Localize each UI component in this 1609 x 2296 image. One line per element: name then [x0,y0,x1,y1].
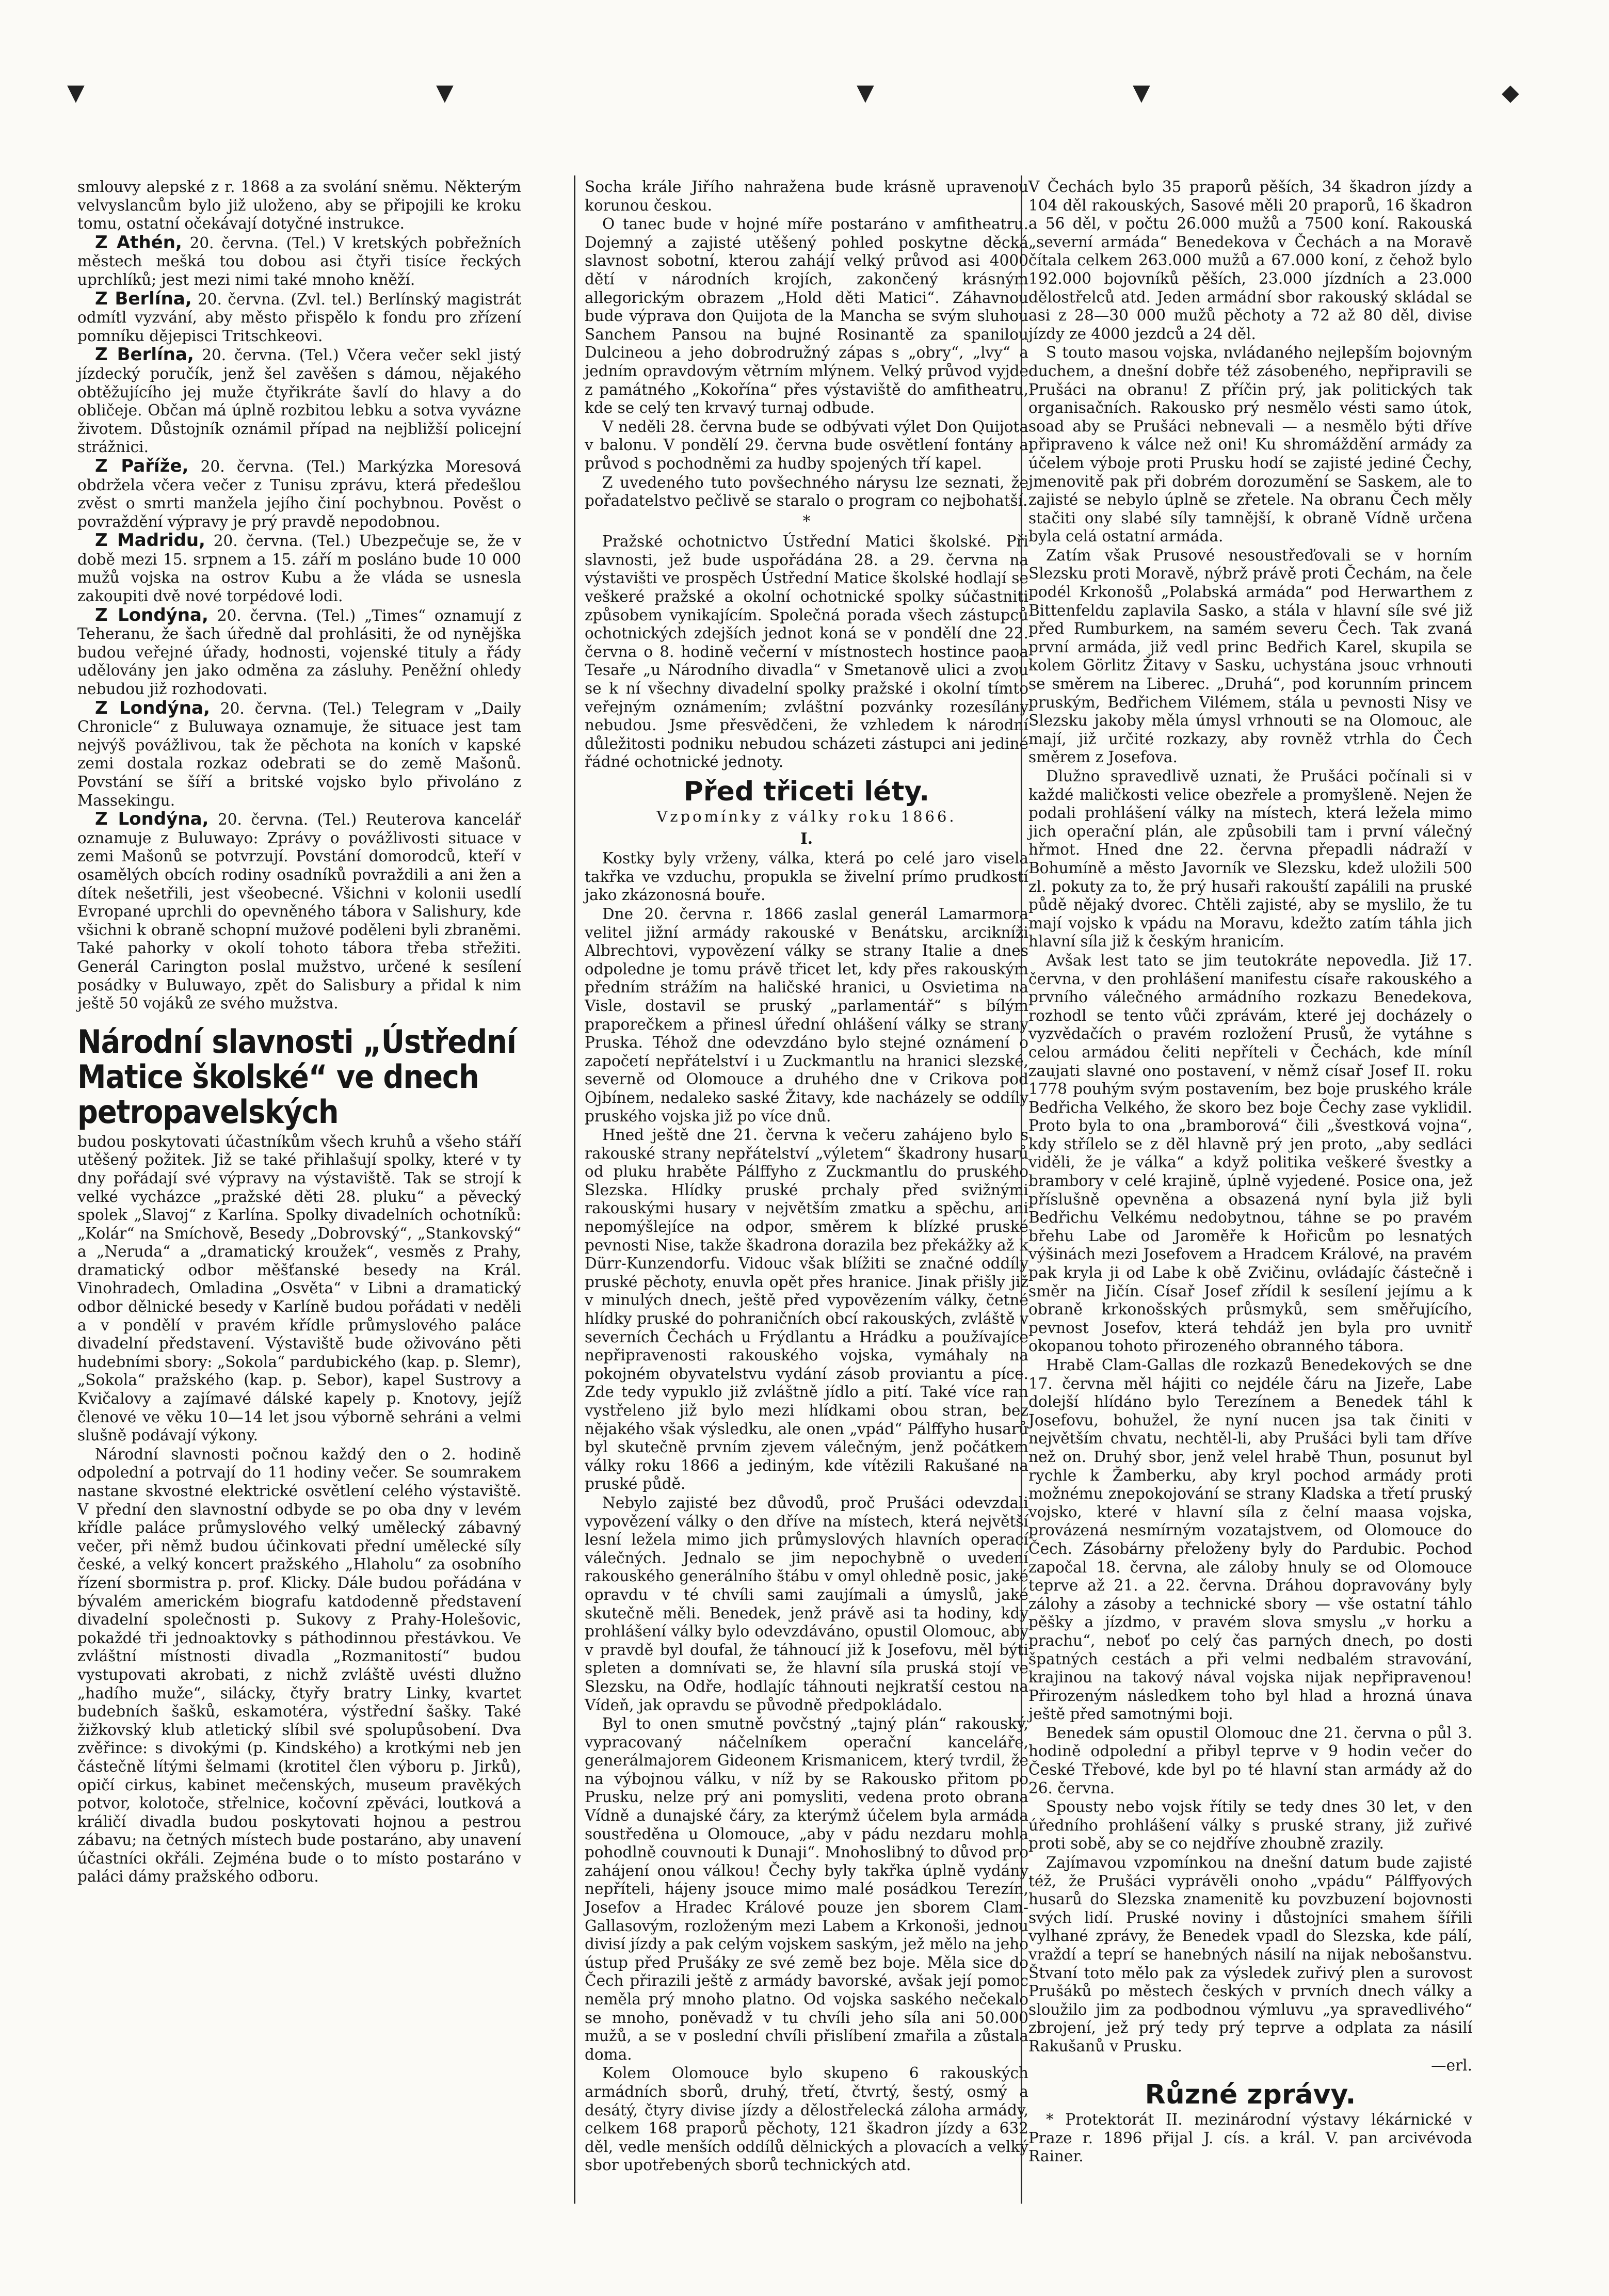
printer-mark-5: ◆ [1502,79,1519,106]
news-item [77,457,521,531]
news-item [77,234,521,290]
article-paragraph: Dlužno spravedlivě uznati, že Prušáci počínali si v každé maličkosti velice obezřele a promyšleně. Nejen že podali prohlášení války na místech, která ležela mimo jich operační plán, ale způsobili tam i první válečný hřmot. Hned dne 22. června přepadli nádraží v Bohumíně a město Javorník ve Slezsku, kdež uložili 500 zl. pokuty za to, že prý husaři rakouští zapálili na pruské půdě nějaký dvorec. Chtěli zajisté, aby se myslilo, že tu mají vojsko k vpádu na Moravu, kdežto zatím táhla jich hlavní síla již k českým hranicím. [1028,767,1472,951]
news-item [77,606,521,699]
article-paragraph: Kolem Olomouce bylo skupeno 6 rakouských armádních sborů, druhý, třetí, čtvrtý, šestý, osmý a desátý, čtyry divise jízdy a dělostřelecká záloha armády, celkem 168 praporů pěchoty, 121 škadron jízdy a 632 děl, vedle menších oddílů dělnických a plovacích a velký sbor upotřebených sborů technických atd. [585,2064,1028,2174]
printer-mark-1: ▼ [67,79,85,106]
news-text: 20. června. (Tel.) Telegram v „Daily Chronicle“ z Buluwaya oznamuje, že situace jest tam nejvýš povážlivou, tak že pěchota na koních v kapské zemi dostala rozkaz odebrati se do země Mašonů. Povstání se šíří a britské vojsko bylo přivoláno z Massekingu. [77,699,521,809]
article-subtitle: Vzpomínky z války roku 1866. [656,808,957,825]
column-1 [77,178,521,1887]
article-paragraph: Hned ještě dne 21. června k večeru zahájeno bylo s rakouské strany nepřátelství „výletem“ škadrony husarů od pluku hraběte Pálffyho z Zuckmantlu do pruského Slezska. Hlídky pruské prchaly před svižnými rakouskými husary v největším zmatku a spěchu, ani nepomýšlejíce na odpor, směrem k blízké pruské pevnosti Nise, takže škadrona dorazila bez překážky až k Dürr-Kunzendorfu. Vidouc však blížiti se značné oddíly pruské pěchoty, enuvla opět přes hranice. Jinak přišly již v minulých dnech, ještě před vypovězením války, četné hlídky pruské do pohraničních obcí rakouských, zvláště v severních Čechách u Frýdlantu a Hrádku a používajíce nepřipravenosti rakouského vojska, vymáhaly na pokojném obyvatelstvu vydání zásob proviantu a píce. Zde tedy vypuklo již zvláštně jídlo a pití. Také více ran vystřeleno již bylo mezi hlídkami obou stran, bez nějakého však výsledku, ale onen „vpád“ Pálffyho husarů byl skutečně prvním zjevem válečným, jenž počátkem války roku 1866 a jediným, kde vítězili Rakušané na pruské půdě. [585,1126,1028,1493]
dateline: Z Londýna, [95,697,210,718]
article-paragraph: Národní slavnosti počnou každý den o 2. hodině odpolední a potrvají do 11 hodiny večer. Se soumrakem nastane skvostné elektrické osvětlení celého výstaviště. V přední den slavnostní odbyde se po oba dny v levém křídle paláce průmyslového velký umělecký zábavný večer, při němž budou účinkovati přední umělecké síly české, a velký koncert pražského „Hlaholu“ za osobního řízení sbormistra p. prof. Klicky. Dále budou pořádána v bývalém americkém biografu katdodenně představení divadelní společnosti p. Sukovy z Prahy-Holešovic, pokaždé tři jednoaktovky s páthodinnou přestávkou. Ve zvláštní místnosti divadla „Rozmanitostí“ budou vystupovati akrobati, z nichž zvláště uvésti dlužno „hadího muže“, silácky, čtyřy bratry Linky, kvartet budebních šašků, eskamotéra, výstřední šašky. Také žižkovský klub atletický slíbil své spolupůsobení. Dva zvěřince: s divokými (p. Kindského) a krotkými neb jen částečně lítými šelmami (krotitel člen výboru p. Jirků), opičí cirkus, kabinet mečenských, museum pravěkých potvor, kolotoče, střelnice, kočovní zpěváci, loutková a králičí divadla budou poskytovati hojnou a pestrou zábavu; na četných místech bude postaráno, aby unavení účastníci okřáli. Zejména bude o to místo postaráno v paláci dámy pražského odboru. [77,1445,521,1886]
dateline: Z Berlína, [95,288,192,309]
dateline: Z Madridu, [95,530,205,551]
article-paragraph: Pražské ochotnictvo Ústřední Matici školské. Při slavnosti, jež bude uspořádána 28. a 29. června na výstavišti ve prospěch Ústřední Matice školské hodlají se veškeré pražské a okolní ochotnické spolky súčastniti způsobem vynikajícím. Společná porada všech zástupců ochotnických zdejších jednot koná se v pondělí dne 22. června o 8. hodině večerní v místnostech hostince paoa Tesaře „u Národního divadla“ v Smetanově ulici a zvou se k ní všechny divadelní spolky pražské i okolní tímto veřejným oznámením; zvláštní pozvánky rozesílány nebudou. Jsme přesvědčeni, že vzhledem k národní důležitosti podniku nebudou scházeti zástupci ani jediné řádné ochotnické jednoty. [585,533,1028,771]
article-paragraph: Benedek sám opustil Olomouc dne 21. června o půl 3. hodině odpolední a přibyl teprve v 9 hodin večer do České Třebové, kde byl po té hlavní stan armády až do 26. června. [1028,1724,1472,1797]
author-signoff: —erl. [1431,2056,1472,2074]
column-2 [585,178,1028,2175]
column-rule-1 [574,175,575,2204]
news-item [77,699,521,810]
news-text: 20. června. (Tel.) Markýzka Moresová obdržela včera večer z Tunisu zprávu, která předešlou zvěst o smrti manžela jejího činí pochybnou. Pověst o povraždění výpravy je prý pravdě nepodobnou. [77,457,521,531]
article-paragraph: Kostky byly vrženy, válka, která po celé jaro visela takřka ve vzduchu, propukla se živelní prímo prudkostí jako zkázonosná bouře. [585,849,1028,904]
part-number: I. [800,829,813,847]
article-paragraph: S touto masou vojska, nvládaného nejlepším bojovným duchem, a dnešní dobře též zásobeného, nepřipravili se Prušáci na obranu! Z příčin prý, jak politických tak organisačních. Rakousko prý nesmělo vésti samo útok, soad aby se Prušáci nebnevali — a nesmělo býti dříve připraveno k válce než oni! Ku shromáždění armády za účelem výboje proti Prusku hodí se zajisté jediné Čechy, jmenovitě pak při dobrém dorozumění se Saskem, ale to zajisté se nebylo úplně se zřetele. Na obranu Čech měly stačiti ony slabé síly tamnější, k obraně Vídně určena byla celá ostatní armáda. [1028,344,1472,545]
section-heading: Národní slavnosti „Ústřední Matice školské“ ve dnech petropavelských [77,1022,516,1131]
article-paragraph: Dne 20. června r. 1866 zaslal generál Lamarmora velitel jižní armády rakouské v Benátsku, arcikníži Albrechtovi, vypovězení války se strany Italie a dnes odpoledne je tomu právě třicet let, kdy přes rakouským předním strážím na haličské hranici, u Osvietima na Visle, dostavil se pruský „parlamentář“ s bílým praporečkem a přinesl úřední ohlášení války se strany Pruska. Téhož dne odevzdáno bylo stejné oznámení o započetí nepřátelství i u Zuckmantlu na hranici slezské, severně od Olomouce a druhého dne v Crikova pod Ojbínem, nedaleko saské Žitavy, kde nacházely se oddíly pruského vojska již po více dnů. [585,905,1028,1125]
dateline: Z Paříže, [95,455,189,476]
article-paragraph: Byl to onen smutně povčstný „tajný plán“ rakouský, vypracovaný náčelníkem operační kanceláře, generálmajorem Gideonem Krismanicem, který tvrdil, že na výbojnou válku, v níž by se Rakousko přitom po Prusku, nelze prý ani pomysliti, vedena proto obrana Vídně a dunajské čáry, za kterýmž účelem byla armáda soustředěna u Olomouce, „aby v pádu nezdaru mohla pohodlně couvnouti k Dunaji“. Mnohoslibný to důvod pro zahájení onou válkou! Čechy byly takřka úplně vydány nepříteli, hájeny jsouce mimo malé posádkou Terezín, Josefov a Hradec Králové pouze jen sborem Clam-Gallasovým, rozloženým mezi Labem a Krkonoši, jednou divisí jízdy a pak celým vojskem saským, jež mělo na jeho ústup před Prušáky ze své země bez boje. Měla sice do Čech přirazili ještě z armády bavorské, avšak její pomoc neměla prý mnoho platno. Od vojska saského nečekalo se mnoho, poněvadž v tu chvíli jeho síla ani 50.000 mužů, a se v poslední chvíli přislíbení zmařila a zůstala doma. [585,1715,1028,2063]
top-printer-marks [0,77,1609,108]
article-paragraph: Z uvedeného tuto povšechného nárysu lze seznati, že pořadatelstvo pečlivě se staralo o program co nejbohatší. [585,473,1028,510]
article-paragraph: Hrabě Clam-Gallas dle rozkazů Benedekových se dne 17. června měl hájiti co nejdéle čáru na Jizeře, Labe dolejší hlídáno bylo Terezínem a Benedek táhl k Josefovu, bohužel, že nyní nucen jsa tak činiti v největším chvatu, nechtěl-li, aby Prušáci byli tam dříve než on. Druhý sbor, jenž velel hrabě Thun, posunut byl rychle k Žamberku, aby kryl pochod armády proti možnému znepokojování se strany Kladska a třetí pruský vojsko, které v hlavní síla z čelní maasa vojska, provázená nesmírným vozatajstvem, od Olomouce do Čech. Zásobárny přeloženy byly do Pardubic. Pochod započal 18. června, ale záloby hnuly se od Olomouce teprve až 21. a 22. června. Dráhou dopravovány byly zálohy a zásoby a technické sbory — vše ostatní táhlo pěšky a jízdmo, v pravém slova smyslu „v horku a prachu“, neboť po celý čas parných dnech, po dosti špatných cestách a při velmi nedbalém stravování, krajinou na takový nával vojska nijak nepřipravenou! Přirozeným následkem toho byl hlad a hrozná únava ještě před samotnými boji. [1028,1356,1472,1723]
news-item [77,290,521,346]
news-text: 20. června. (Zvl. tel.) Berlínský magistrát odmítl vyzvání, aby město přispělo k fondu pro zřízení pomníku dějepisci Tritschkeovi. [77,290,522,345]
section-heading: Různé zprávy. [1145,2079,1356,2111]
article-paragraph: Zajímavou vzpomínkou na dnešní datum bude zajisté též, že Prušáci vyprávěli onoho „vpádu“ Pálffyových husarů do Slezska znamenitě ku povzbuzení bojovnosti svých lidí. Pruské noviny i důstojníci smahem šířili vylhané zprávy, že Benedek vpadl do Slezska, kde pálí, vraždí a teprí se hanebných násilí na nijak nebošanstvu. Štvaní toto mělo pak za výsledek zuřivý plen a surovost Prušáků po městech českých v prvních dnech války a sloužilo jim za podbodnou výmluvu „ya spravedlivého“ zbrojení, jež prý tedy prý teprve a odplata za násilí Rakušanů v Prusku. [1028,1854,1472,2055]
article-paragraph: Spousty nebo vojsk řítily se tedy dnes 30 let, v den úředního prohlášení války s pruské strany, již zuřivé proti sobě, aby se co nejdříve zhoubně zrazily. [1028,1798,1472,1853]
news-item [77,532,521,605]
printer-mark-2: ▼ [436,79,454,106]
printer-mark-4: ▼ [1133,79,1150,106]
notice-paragraph: * Protektorát II. mezinárodní výstavy lékárnické v Praze r. 1896 přijal J. cís. a král. V. pan arcivévoda Rainer. [1028,2111,1472,2165]
article-title: Před třiceti léty. [683,776,930,807]
article-paragraph: budou poskytovati účastníkům všech kruhů a všeho stáří utěšený požitek. Již se také přihlašují spolky, které v ty dny pořádají své výpravy na výstaviště. Tak se strojí k velké vycházce „pražské děti 28. pluku“ a pěvecký spolek „Slavoj“ z Karlína. Spolky divadelních ochotníků: „Kolár“ na Smíchově, Besedy „Dobrovský“, „Stankovský“ a „Neruda“ a „dramatický kroužek“, vesměs z Prahy, dramatický odbor měšťanské besedy na Král. Vinohradech, Omladina „Osvěta“ v Libni a dramatický odbor dělnické besedy v Karlíně budou pořádati v neděli a v pondělí v pravém křídle průmyslového paláce divadelní představení. Výstaviště bude oživováno pěti hudebními sbory: „Sokola“ pardubického (kap. p. Slemr), „Sokola“ pražského (kap. p. Sebor), kapel Sustrovy a Kvičalovy a zajímavé dálské kapely p. Knotovy, jejíž členové ve věku 10—14 let jsou výborně sehráni a velmi slušně podávají výkony. [77,1132,521,1444]
news-item [77,810,521,1013]
article-paragraph: Socha krále Jiřího nahražena bude krásně upravenou korunou českou. [585,178,1028,214]
dateline: Z Athén, [95,232,182,253]
news-text: 20. června. (Tel.) Ubezpečuje se, že v době mezi 15. srpnem a 15. září m posláno bude 10 000 mužů vojska na ostrov Kubu a že vláda se usnesla zakoupiti dvě nové torpédové lodi. [77,532,521,605]
article-paragraph: V Čechách bylo 35 praporů pěších, 34 škadron jízdy a 104 děl rakouských, Sasové měli 20 praporů, 16 škadron a 56 děl, v počtu 26.000 mužů a 7500 koní. Rakouská „severní armáda“ Benedekova v Čechách a na Moravě čítala celkem 263.000 mužů a 67.000 koní, z čehož bylo 192.000 bojovníků pěších, 23.000 jízdních a 23.000 dělostřelců atd. Jeden armádní sbor rakouský skládal se asi z 28—30 000 mužů pěchoty a 72 až 80 děl, divise jízdy ze 4000 jezdců a 24 děl. [1028,178,1472,343]
news-text: 20. června. (Tel.) Včera večer sekl jistý jízdecký poručík, jenž šel zavěšen s dámou, nějakého obtěžujícího jej muže čtyřikráte šavlí do hlavy a do obličeje. Občan má úplně rozbitou lebku a sotva vyvázne životem. Důstojník oznámil případ na nejbližší policejní strážnici. [77,346,521,456]
column-3 [1028,178,1472,2166]
news-text: 20. června. (Tel.) Reuterova kancelář oznamuje z Buluwayo: Zprávy o povážlivosti situace v zemi Mašonů se potvrzují. Povstání domorodců, kteří v osamělých obcích rodiny osadníků povraždili a ani žen a dítek nešetřili, jest všeobecné. Všichni v kolonii usedlí Evropané uprchli do opevněného tábora v Salishury, kde všichni k obraně schopní mužové poděleni byli zbraněmi. Také pahorky v okolí tohoto tábora třeba střežiti. Generál Carington poslal mužstvo, určené k sesílení posádky v Buluwayo, zpět do Salisbury a přidal k nim ještě 50 vojáků ze svého mužstva. [77,811,521,1013]
article-paragraph: V neděli 28. června bude se odbývati výlet Don Quijota v balonu. V pondělí 29. června bude osvětlení fontány a průvod s pochodněmi za hudby spojených tří kapel. [585,418,1028,472]
section-separator: * [802,512,811,530]
news-item [77,346,521,457]
article-paragraph: Zatím však Prusové nesoustřeďovali se v horním Slezsku proti Moravě, nýbrž právě proti Čechám, na čele podél Krkonošů „Polabská armáda“ pod Herwarthem z Bittenfeldu zaplavila Sasko, a stála v hlavní síle své již před Rumburkem, na samém severu Čech. Tak zvaná první armáda, již vedl princ Bedřich Karel, skupila se kolem Görlitz Žitavy v Sasku, uchystána jsouc vrhnouti se směrem na Liberec. „Druhá“, pod korunním princem pruským, Bedřichem Vilémem, stála u pevnosti Nisy ve Slezsku jakoby měla úmysl vrhnouti se na Olomouc, ale mají, již určité rozkazy, aby rovněž vtrhla do Čech směrem z Josefova. [1028,546,1472,766]
continued-paragraph: smlouvy alepské z r. 1868 a za svolání sněmu. Některým velvyslancům bylo již uloženo, aby se připojili ke kroku tomu, ostatní očekávají dotyčné instrukce. [77,178,521,233]
dateline: Z Londýna, [95,604,208,625]
article-paragraph: Nebylo zajisté bez důvodů, proč Prušáci odevzdali vypovězení války o den dříve na místech, která největší lesní ležela mimo jich průmyslových hlavních operací válečných. Jednalo se jim nepochybně o uvedení rakouského generálního štábu v omyl ohledně posic, jaké opravdu v té chvíli sami zaujímali a úmyslů, jaké skutečně měli. Benedek, jenž právě asi ta hodiny, kdy prohlášení války bylo odevzdáváno, opustil Olomouc, aby v pravdě byl doufal, že táhnoucí již k Josefovu, měl býti spleten a domnívati se, že hlavní síla pruská stojí ve Slezsku, na Odře, hodlajíc táhnouti nejkratší cestou na Vídeň, jak opravdu se původně předpokládalo. [585,1494,1028,1714]
dateline: Z Londýna, [95,809,209,830]
news-text: 20. června. (Tel.) V kretských pobřežních městech mešká tou dobou asi čtyři tisíce řeckých uprchlíků; jest mezi nimi také mnoho kněží. [77,234,521,288]
article-paragraph: O tanec bude v hojné míře postaráno v amfitheatru. Dojemný a zajisté utěšený pohled poskytne děcká slavnost sobotní, kterou zahájí velký průvod asi 4000 dětí v národních krojích, zakončený krásným allegorickým obrazem „Hold děti Matici“. Záhavnou bude výprava don Quijota de la Mancha se svým sluhou Sanchem Pansou na bujné Rosinantě za spanilou Dulcineou a jeho dobrodružný zápas s „obry“, „lvy“ a jedním opravdovým větrním mlýnem. Velký průvod vyjde z památného „Kokořína“ přes výstaviště do amfitheatru, kde se celý ten krvavý turnaj odbude. [585,215,1028,417]
article-paragraph: Avšak lest tato se jim teutokráte nepovedla. Již 17. června, v den prohlášení manifestu císaře rakouského a prvního válečného armádního rozkazu Benedekova, rozhodl se tento vůči zprávám, které jej docházely o vyzvědačích o pravém rozložení Prusů, že vytáhne s celou armádou čeliti nepříteli v Čechách, kde míníl zaujati slavné ono postavení, v němž císař Josef II. roku 1778 pouhým svým postavením, bez boje pruského krále Bedřicha Velkého, že skoro bez boje Čechy zase vyklidil. Proto byla to ona „bramborová“ čili „švestková vojna“, kdy střílelo se z děl hlavně prý jen proto, „aby sedláci viděli, že je válka“ a když politika veškeré švestky a brambory v celé krajině, úplně vyjedené. Posice ona, jež příslušně opevněna a obsazená nyní byla již byli Bedřichu Velkému nedobytnou, táhne se po pravém břehu Labe od Jaroměře k Hořicům po lesnatých výšinách mezi Josefovem a Hradcem Králové, na pravém pak kryla ji od Labe k obě Zvičinu, ovládajíc částečně i směr na Jičín. Císař Josef zřídil k sesílení jejímu a k obraně krkonošských průsmyků, sem směřujícího, pevnost Josefov, která tehdáž jen byla pro uvnitř okopanou tohoto přirozeného obranného tábora. [1028,951,1472,1355]
printer-mark-3: ▼ [857,79,874,106]
news-text: 20. června. (Tel.) „Times“ oznamují z Teheranu, že šach úředně dal prohlásiti, že od nynějška budou veřejné úřady, hodnosti, vojenské tituly a řády udělovány jen jako odměna za zásluhy. Peněžní ohledy nebudou již rozhodovati. [77,606,521,698]
dateline: Z Berlína, [95,344,194,365]
